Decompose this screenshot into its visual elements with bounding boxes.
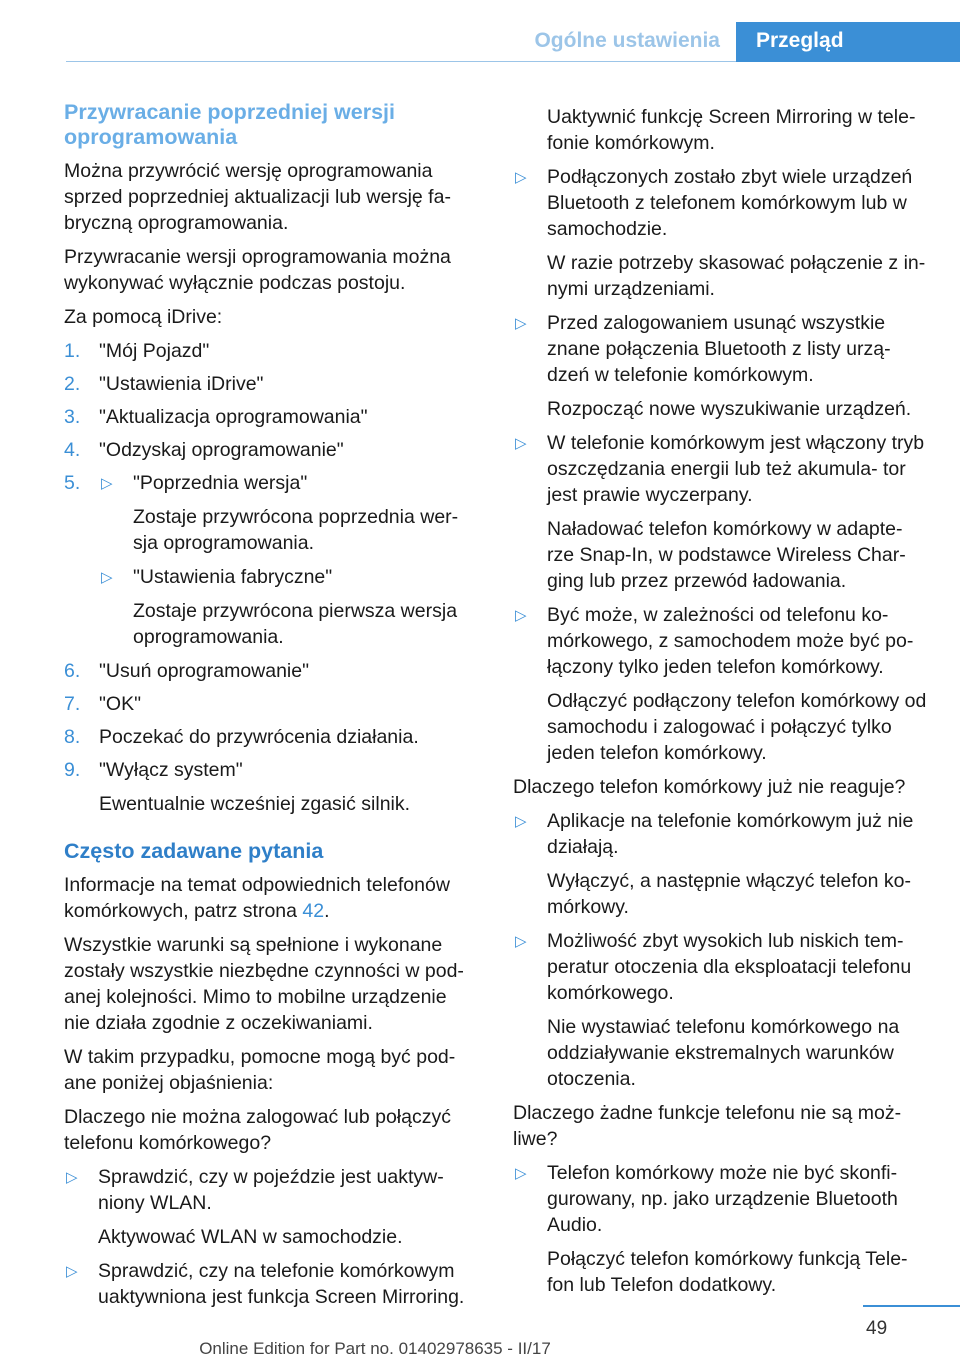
header-tab: Przegląd: [736, 22, 960, 62]
bullet-item: [513, 808, 928, 920]
triangle-bullet-icon: ▷: [66, 1169, 78, 1186]
paragraph: Można przywrócić wersję oprogramowania sprzed poprzedniej aktualizacji lub wersję fa‐ bryczną oprogramowania.: [64, 160, 451, 234]
step-text: "OK": [99, 693, 142, 715]
substep-title: "Poprzednia wersja": [133, 472, 308, 494]
steps-list: [64, 338, 476, 817]
heading-faq: Często zadawane pytania: [64, 839, 324, 863]
bullet-desc: Wyłączyć, a następnie włączyć telefon ko‐ mórkowy.: [547, 870, 911, 918]
triangle-bullet-icon: ▷: [515, 435, 527, 452]
bullet-item: [513, 928, 928, 1092]
triangle-bullet-icon: ▷: [515, 607, 527, 624]
page-header: [0, 0, 960, 62]
question: Dlaczego żadne funkcje telefonu nie są moż‐ liwe?: [513, 1102, 902, 1150]
bullet-desc: W razie potrzeby skasować połączenie z in‐ nymi urządzeniami.: [547, 252, 926, 300]
triangle-bullet-icon: ▷: [515, 933, 527, 950]
page-link[interactable]: 42: [302, 900, 325, 922]
bullet-title: Przed zalogowaniem usunąć wszystkie znane połączenia Bluetooth z listy urzą‐ dzeń w telefonie komórkowym.: [547, 312, 891, 386]
step-number: 8.: [64, 726, 81, 748]
bullet-title: Podłączonych zostało zbyt wiele urządzeń Bluetooth z telefonem komórkowym lub w samochodzie.: [547, 166, 913, 240]
continued-text: Uaktywnić funkcję Screen Mirroring w tele‐ fonie komórkowym.: [547, 106, 916, 154]
question: Dlaczego telefon komórkowy już nie reaguje?: [513, 776, 906, 798]
triangle-bullet-icon: ▷: [515, 315, 527, 332]
step-desc: Ewentualnie wcześniej zgasić silnik.: [99, 793, 411, 815]
triangle-bullet-icon: ▷: [66, 1263, 78, 1280]
step-number: 6.: [64, 660, 81, 682]
step-text: "Ustawienia iDrive": [99, 373, 264, 395]
bullet-item: [513, 310, 928, 422]
step-number: 5.: [64, 472, 81, 494]
edition-line: Online Edition for Part no. 01402978635 - II/17: [199, 1339, 551, 1358]
question: Dlaczego nie można zalogować lub połączyć telefonu komórkowego?: [64, 1106, 451, 1154]
bullet-title: Sprawdzić, czy w pojeździe jest uaktyw‐ niony WLAN.: [98, 1166, 444, 1214]
step-item: [64, 757, 476, 817]
step-text: "Aktualizacja oprogramowania": [99, 406, 368, 428]
bullet-item: [513, 1160, 928, 1298]
substep-title: "Ustawienia fabryczne": [133, 566, 333, 588]
bullet-desc: Odłączyć podłączony telefon komórkowy od samochodu i zalogować i połączyć tylko jeden telefon komórkowy.: [547, 690, 927, 764]
step-number: 1.: [64, 340, 81, 362]
step-number: 4.: [64, 439, 81, 461]
bullet-desc: Rozpocząć nowe wyszukiwanie urządzeń.: [547, 398, 912, 420]
step-text: "Mój Pojazd": [99, 340, 210, 362]
step-text: "Odzyskaj oprogramowanie": [99, 439, 344, 461]
substep-item: [99, 564, 476, 650]
paragraph: Wszystkie warunki są spełnione i wykonane zostały wszystkie niezbędne czynności w pod‐ anej kolejności. Mimo to mobilne urządzenie nie działa zgodnie z oczekiwaniami.: [64, 934, 464, 1034]
bullet-desc: Aktywować WLAN w samochodzie.: [98, 1226, 403, 1248]
header-rule: [66, 61, 736, 62]
header-section-title: Ogólne ustawienia: [534, 29, 720, 52]
bullet-list: [513, 164, 928, 766]
triangle-bullet-icon: ▷: [101, 475, 113, 492]
step-item: [64, 404, 476, 430]
bullet-desc: Nie wystawiać telefonu komórkowego na oddziaływanie ekstremalnych warunków otoczenia.: [547, 1016, 900, 1090]
step-item: [64, 658, 476, 684]
bullet-item: [513, 164, 928, 302]
bullet-title: W telefonie komórkowym jest włączony tryb oszczędzania energii lub też akumula‐ tor jest prawie wyczerpany.: [547, 432, 925, 506]
triangle-bullet-icon: ▷: [515, 169, 527, 186]
page-number: 49: [866, 1318, 888, 1339]
footer-rule: [863, 1305, 960, 1307]
substep-desc: Zostaje przywrócona poprzednia wer‐ sja oprogramowania.: [133, 506, 459, 554]
step-number: 2.: [64, 373, 81, 395]
step-number: 9.: [64, 759, 81, 781]
paragraph: Informacje na temat odpowiednich telefonów komórkowych, patrz strona 42.: [64, 874, 450, 922]
left-column: [64, 100, 476, 1318]
step-number: 3.: [64, 406, 81, 428]
substep-desc: Zostaje przywrócona pierwsza wersja oprogramowania.: [133, 600, 458, 648]
bullet-list: [513, 1160, 928, 1298]
step-item: [64, 371, 476, 397]
paragraph: Przywracanie wersji oprogramowania można wykonywać wyłącznie podczas postoju.: [64, 246, 451, 294]
bullet-title: Sprawdzić, czy na telefonie komórkowym uaktywniona jest funkcja Screen Mirroring.: [98, 1260, 465, 1308]
bullet-desc: Naładować telefon komórkowy w adapte‐ rze Snap-In, w podstawce Wireless Char‐ ging lub przez przewód ładowania.: [547, 518, 906, 592]
substep-item: [99, 470, 476, 556]
triangle-bullet-icon: ▷: [515, 1165, 527, 1182]
right-column: [513, 104, 928, 1306]
triangle-bullet-icon: ▷: [101, 569, 113, 586]
bullet-item: [513, 430, 928, 594]
step-item: [64, 724, 476, 750]
step-item: [64, 470, 476, 650]
heading-restore: Przywracanie poprzedniej wersji oprogramowania: [64, 100, 395, 149]
bullet-title: Aplikacje na telefonie komórkowym już nie działają.: [547, 810, 914, 858]
step-text: Poczekać do przywrócenia działania.: [99, 726, 419, 748]
step-number: 7.: [64, 693, 81, 715]
paragraph: Za pomocą iDrive:: [64, 306, 223, 328]
step-text: "Usuń oprogramowanie": [99, 660, 310, 682]
paragraph: W takim przypadku, pomocne mogą być pod‐ ane poniżej objaśnienia:: [64, 1046, 456, 1094]
step-item: [64, 437, 476, 463]
bullet-item: [64, 1258, 476, 1310]
triangle-bullet-icon: ▷: [515, 813, 527, 830]
bullet-item: [64, 1164, 476, 1250]
substep-list: [99, 470, 476, 650]
bullet-item: [513, 602, 928, 766]
step-item: [64, 691, 476, 717]
step-item: [64, 338, 476, 364]
bullet-title: Być może, w zależności od telefonu ko‐ mórkowego, z samochodem może być po‐ łączony tylko jeden telefon komórkowy.: [547, 604, 914, 678]
bullet-list: [513, 808, 928, 1092]
bullet-title: Telefon komórkowy może nie być skonfi‐ gurowany, np. jako urządzenie Bluetooth Audio.: [547, 1162, 898, 1236]
bullet-list: [64, 1164, 476, 1310]
bullet-title: Możliwość zbyt wysokich lub niskich tem‐ peratur otoczenia dla eksploatacji telefonu komórkowego.: [547, 930, 912, 1004]
bullet-desc: Połączyć telefon komórkowy funkcją Tele‐ fon lub Telefon dodatkowy.: [547, 1248, 908, 1296]
step-text: "Wyłącz system": [99, 759, 243, 781]
